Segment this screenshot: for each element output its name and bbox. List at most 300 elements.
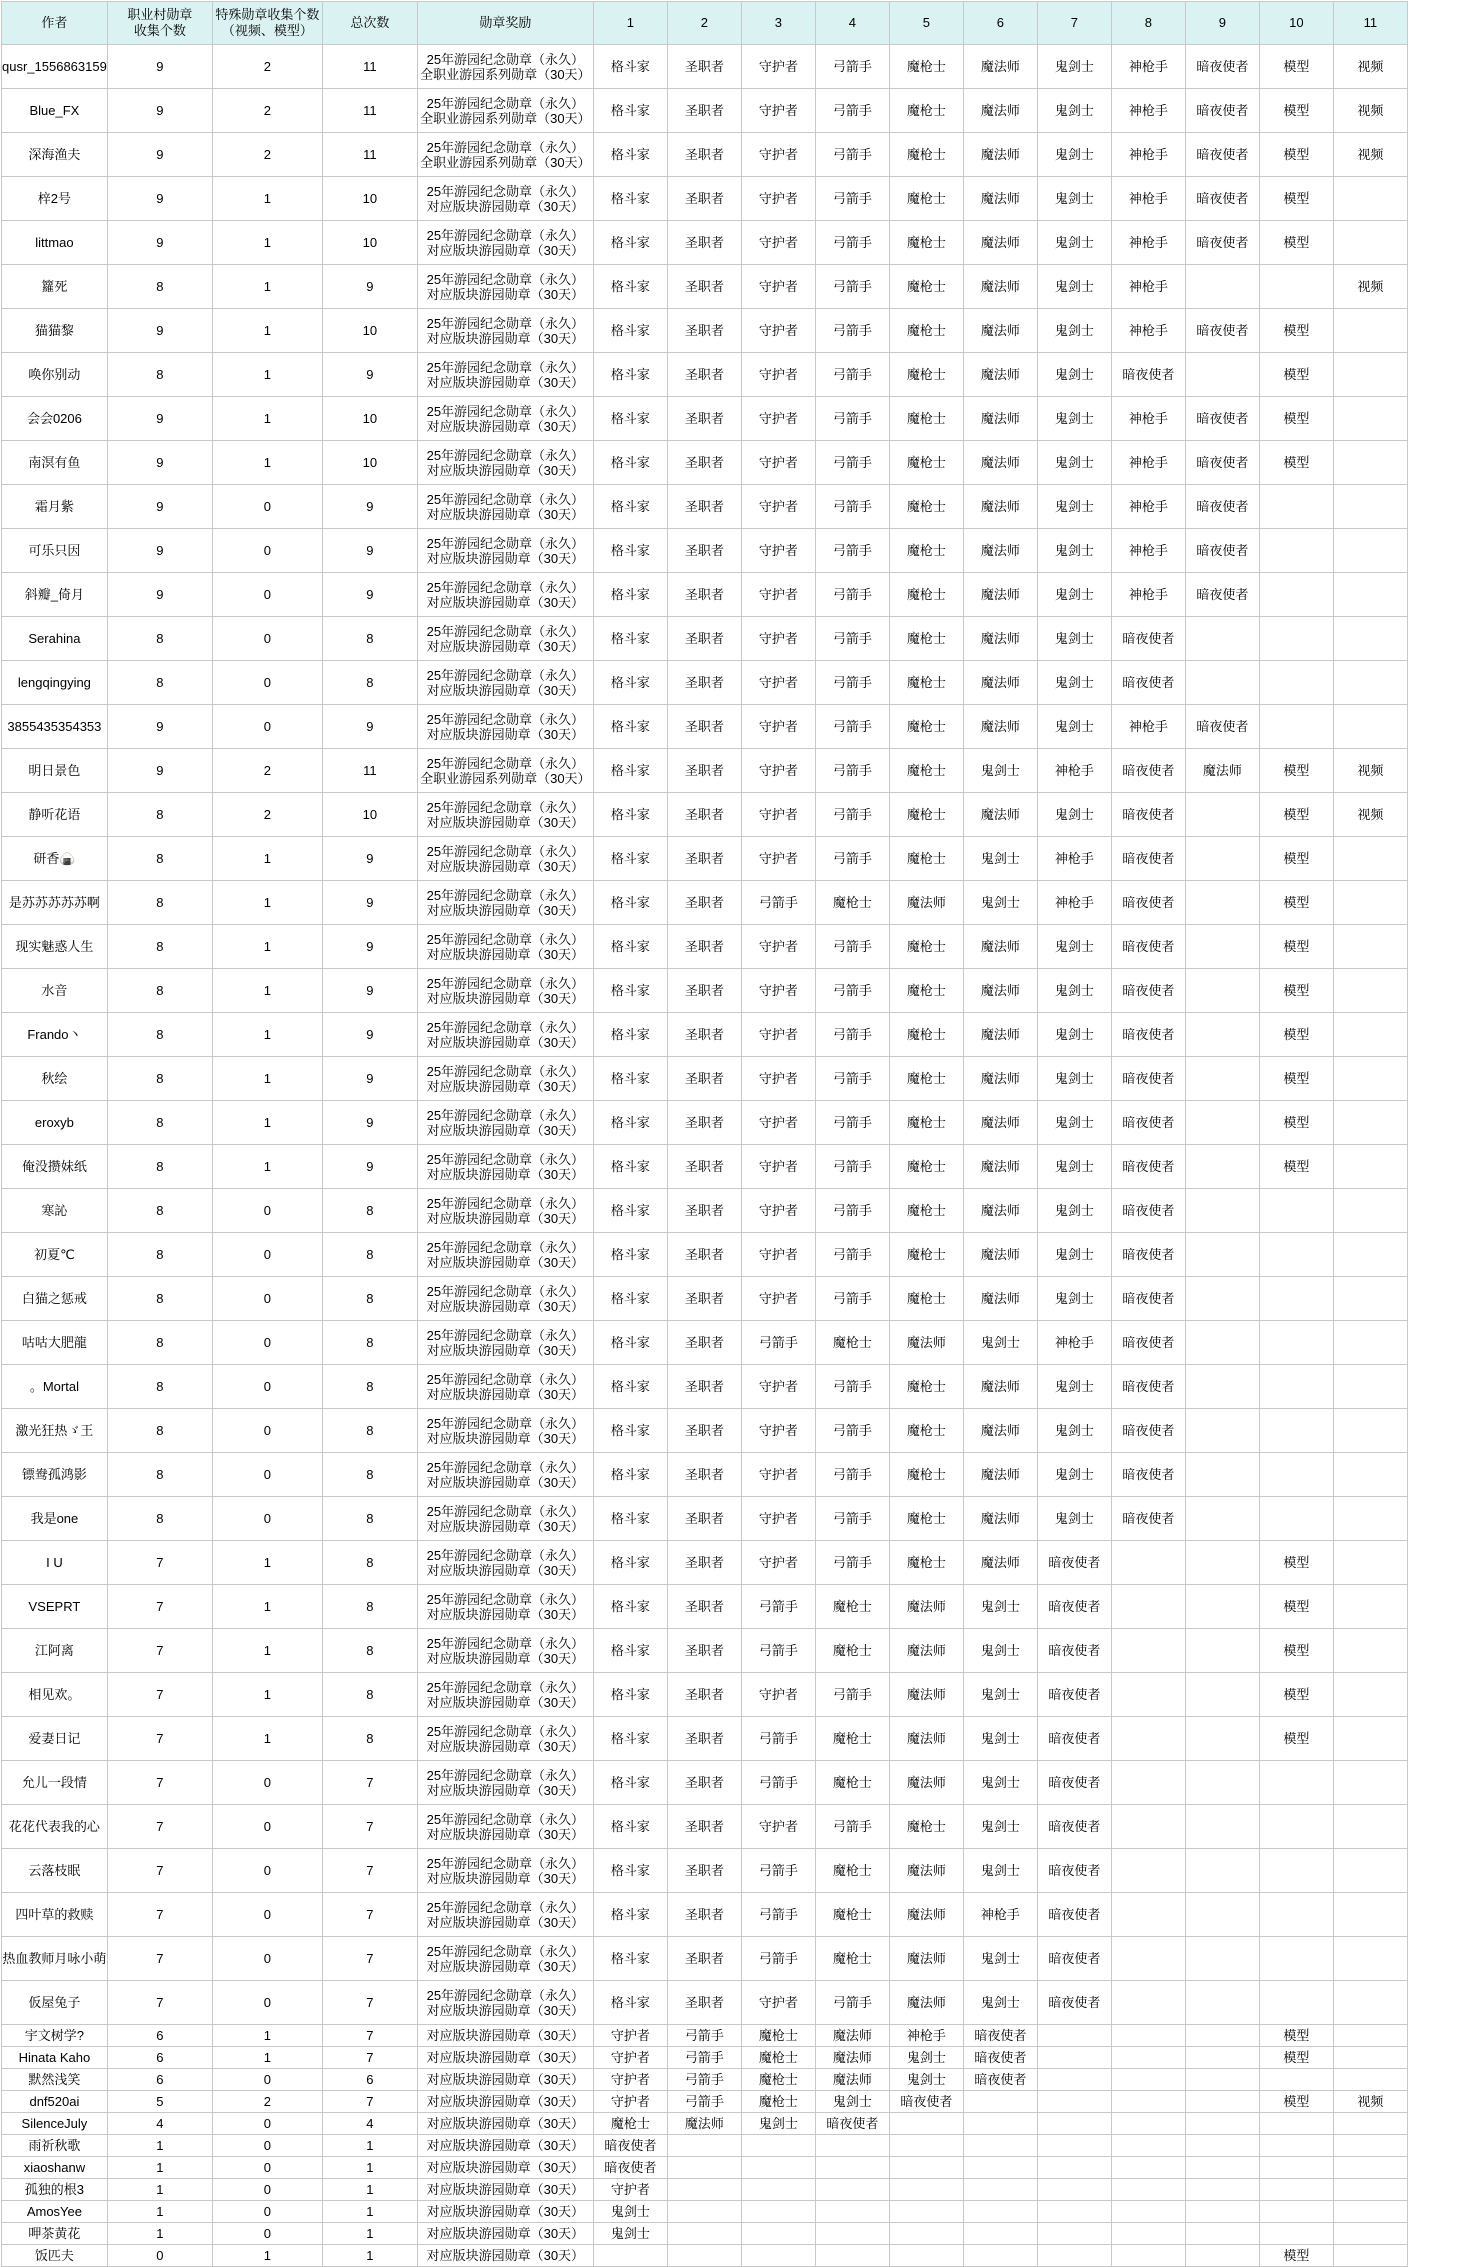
job-medal-count: 8 bbox=[107, 1145, 212, 1189]
medal-cell-2 bbox=[667, 2179, 741, 2201]
author-cell: 呷茶黄花 bbox=[2, 2223, 108, 2245]
medal-cell-2: 圣职者 bbox=[667, 1937, 741, 1981]
award-cell bbox=[417, 1277, 593, 1321]
award-line: 对应版块游园勋章（30天） bbox=[426, 1738, 585, 1754]
medal-cell-10 bbox=[1259, 2201, 1333, 2223]
medal-cell-1: 格斗家 bbox=[593, 1761, 667, 1805]
medal-cell-10: 模型 bbox=[1259, 837, 1333, 881]
job-medal-count: 8 bbox=[107, 793, 212, 837]
author-cell: 寒訫 bbox=[2, 1189, 108, 1233]
table-row bbox=[2, 529, 1408, 573]
medal-cell-6: 魔法师 bbox=[963, 1101, 1037, 1145]
medal-cell-10 bbox=[1259, 705, 1333, 749]
job-medal-count: 9 bbox=[107, 485, 212, 529]
job-medal-count: 7 bbox=[107, 1629, 212, 1673]
medal-cell-5: 魔枪士 bbox=[889, 1805, 963, 1849]
medal-cell-9 bbox=[1185, 1761, 1259, 1805]
medal-cell-11 bbox=[1333, 1717, 1407, 1761]
medal-cell-3: 弓箭手 bbox=[741, 1321, 815, 1365]
medal-cell-4: 弓箭手 bbox=[815, 969, 889, 1013]
award-cell bbox=[417, 1013, 593, 1057]
medal-cell-11 bbox=[1333, 2113, 1407, 2135]
medal-cell-8 bbox=[1111, 1761, 1185, 1805]
medal-cell-11: 视频 bbox=[1333, 2091, 1407, 2113]
job-medal-count: 9 bbox=[107, 529, 212, 573]
award-line: 25年游园纪念勋章（永久） bbox=[426, 1635, 585, 1651]
medal-cell-11 bbox=[1333, 2047, 1407, 2069]
medal-cell-8 bbox=[1111, 2047, 1185, 2069]
medal-cell-7: 鬼剑士 bbox=[1037, 793, 1111, 837]
medal-cell-9 bbox=[1185, 1937, 1259, 1981]
author-cell: VSEPRT bbox=[2, 1585, 108, 1629]
medal-cell-11 bbox=[1333, 1541, 1407, 1585]
award-cell bbox=[417, 1101, 593, 1145]
medal-cell-1: 格斗家 bbox=[593, 309, 667, 353]
special-medal-count: 1 bbox=[212, 2025, 322, 2047]
award-cell bbox=[417, 1145, 593, 1189]
medal-cell-5 bbox=[889, 2113, 963, 2135]
award-line: 对应版块游园勋章（30天） bbox=[426, 1386, 585, 1402]
award-line: 对应版块游园勋章（30天） bbox=[426, 814, 585, 830]
medal-cell-10: 模型 bbox=[1259, 2047, 1333, 2069]
medal-cell-8: 暗夜使者 bbox=[1111, 925, 1185, 969]
medal-cell-9 bbox=[1185, 1277, 1259, 1321]
author-cell: eroxyb bbox=[2, 1101, 108, 1145]
total-count: 7 bbox=[322, 2025, 417, 2047]
medal-cell-3: 守护者 bbox=[741, 1277, 815, 1321]
medal-cell-5: 魔枪士 bbox=[889, 573, 963, 617]
medal-cell-8 bbox=[1111, 1981, 1185, 2025]
medal-cell-7: 鬼剑士 bbox=[1037, 1453, 1111, 1497]
medal-cell-4: 弓箭手 bbox=[815, 837, 889, 881]
medal-cell-3: 守护者 bbox=[741, 133, 815, 177]
medal-cell-3: 守护者 bbox=[741, 1453, 815, 1497]
medal-cell-11 bbox=[1333, 969, 1407, 1013]
medal-cell-6: 魔法师 bbox=[963, 661, 1037, 705]
medal-cell-1: 格斗家 bbox=[593, 1013, 667, 1057]
medal-cell-5: 魔枪士 bbox=[889, 89, 963, 133]
medal-cell-6: 魔法师 bbox=[963, 265, 1037, 309]
job-medal-count: 7 bbox=[107, 1937, 212, 1981]
author-cell: 激光狂热ゞ王 bbox=[2, 1409, 108, 1453]
medal-cell-10: 模型 bbox=[1259, 1541, 1333, 1585]
medal-cell-9 bbox=[1185, 1013, 1259, 1057]
medal-cell-9: 暗夜使者 bbox=[1185, 177, 1259, 221]
table-row bbox=[2, 2157, 1408, 2179]
medal-cell-3: 魔枪士 bbox=[741, 2091, 815, 2113]
special-medal-count: 0 bbox=[212, 1453, 322, 1497]
medal-cell-8 bbox=[1111, 2245, 1185, 2267]
award-cell bbox=[417, 705, 593, 749]
job-medal-count: 6 bbox=[107, 2069, 212, 2091]
medal-cell-10: 模型 bbox=[1259, 441, 1333, 485]
medal-cell-2: 弓箭手 bbox=[667, 2025, 741, 2047]
job-medal-count: 7 bbox=[107, 1761, 212, 1805]
author-cell: 水音 bbox=[2, 969, 108, 1013]
medal-cell-9 bbox=[1185, 1233, 1259, 1277]
medal-cell-5: 神枪手 bbox=[889, 2025, 963, 2047]
medal-cell-2: 圣职者 bbox=[667, 1849, 741, 1893]
medal-cell-5: 魔法师 bbox=[889, 1893, 963, 1937]
medal-cell-5: 魔枪士 bbox=[889, 705, 963, 749]
medal-cell-7 bbox=[1037, 2135, 1111, 2157]
award-line: 25年游园纪念勋章（永久） bbox=[426, 799, 585, 815]
job-medal-count: 6 bbox=[107, 2047, 212, 2069]
medal-cell-1 bbox=[593, 2245, 667, 2267]
award-cell bbox=[417, 1497, 593, 1541]
medal-cell-6: 鬼剑士 bbox=[963, 1673, 1037, 1717]
medal-cell-8: 神枪手 bbox=[1111, 177, 1185, 221]
medal-cell-10 bbox=[1259, 529, 1333, 573]
medal-cell-2: 圣职者 bbox=[667, 45, 741, 89]
medal-cell-6: 魔法师 bbox=[963, 221, 1037, 265]
total-count: 10 bbox=[322, 441, 417, 485]
table-row bbox=[2, 2179, 1408, 2201]
total-count: 1 bbox=[322, 2223, 417, 2245]
medal-cell-9: 暗夜使者 bbox=[1185, 309, 1259, 353]
medal-cell-6: 鬼剑士 bbox=[963, 1629, 1037, 1673]
medal-cell-5: 魔枪士 bbox=[889, 925, 963, 969]
special-medal-count: 1 bbox=[212, 2047, 322, 2069]
total-count: 7 bbox=[322, 2091, 417, 2113]
medal-cell-10 bbox=[1259, 485, 1333, 529]
medal-cell-9 bbox=[1185, 2113, 1259, 2135]
special-medal-count: 1 bbox=[212, 309, 322, 353]
table-row bbox=[2, 441, 1408, 485]
medal-cell-2: 圣职者 bbox=[667, 1497, 741, 1541]
medal-cell-4: 魔法师 bbox=[815, 2047, 889, 2069]
total-count: 10 bbox=[322, 221, 417, 265]
special-medal-count: 0 bbox=[212, 1849, 322, 1893]
medal-cell-4: 弓箭手 bbox=[815, 925, 889, 969]
column-header-7: 3 bbox=[741, 2, 815, 45]
medal-cell-7: 鬼剑士 bbox=[1037, 1145, 1111, 1189]
medal-cell-9 bbox=[1185, 1717, 1259, 1761]
table-row bbox=[2, 1145, 1408, 1189]
medal-cell-8 bbox=[1111, 2113, 1185, 2135]
total-count: 8 bbox=[322, 1365, 417, 1409]
medal-cell-7: 鬼剑士 bbox=[1037, 133, 1111, 177]
medal-cell-2: 圣职者 bbox=[667, 397, 741, 441]
author-cell: AmosYee bbox=[2, 2201, 108, 2223]
award-line: 25年游园纪念勋章（永久） bbox=[426, 403, 585, 419]
medal-cell-7 bbox=[1037, 2179, 1111, 2201]
medal-cell-9 bbox=[1185, 837, 1259, 881]
medal-cell-4: 弓箭手 bbox=[815, 793, 889, 837]
medal-cell-6 bbox=[963, 2201, 1037, 2223]
special-medal-count: 1 bbox=[212, 441, 322, 485]
job-medal-count: 9 bbox=[107, 705, 212, 749]
medal-cell-9 bbox=[1185, 2135, 1259, 2157]
total-count: 8 bbox=[322, 1189, 417, 1233]
medal-cell-6: 神枪手 bbox=[963, 1893, 1037, 1937]
special-medal-count: 0 bbox=[212, 1805, 322, 1849]
medal-cell-11: 视频 bbox=[1333, 45, 1407, 89]
award-line: 对应版块游园勋章（30天） bbox=[426, 2094, 585, 2109]
medal-cell-10 bbox=[1259, 1321, 1333, 1365]
medal-cell-1: 格斗家 bbox=[593, 1057, 667, 1101]
medal-cell-6: 暗夜使者 bbox=[963, 2025, 1037, 2047]
table-row bbox=[2, 661, 1408, 705]
medal-cell-10: 模型 bbox=[1259, 1629, 1333, 1673]
table-row bbox=[2, 969, 1408, 1013]
table-row bbox=[2, 1453, 1408, 1497]
award-cell bbox=[417, 1321, 593, 1365]
special-medal-count: 1 bbox=[212, 1101, 322, 1145]
medal-cell-4: 弓箭手 bbox=[815, 749, 889, 793]
medal-cell-8: 暗夜使者 bbox=[1111, 353, 1185, 397]
author-cell: Frando丶 bbox=[2, 1013, 108, 1057]
medal-cell-6: 魔法师 bbox=[963, 45, 1037, 89]
medal-cell-3: 守护者 bbox=[741, 485, 815, 529]
medal-cell-8: 暗夜使者 bbox=[1111, 617, 1185, 661]
medal-cell-5: 魔枪士 bbox=[889, 1497, 963, 1541]
medal-cell-10 bbox=[1259, 1365, 1333, 1409]
award-cell bbox=[417, 2113, 593, 2135]
medal-cell-9 bbox=[1185, 1321, 1259, 1365]
medal-cell-7: 暗夜使者 bbox=[1037, 1981, 1111, 2025]
special-medal-count: 0 bbox=[212, 1233, 322, 1277]
medal-cell-6: 魔法师 bbox=[963, 1233, 1037, 1277]
medal-cell-1: 格斗家 bbox=[593, 1145, 667, 1189]
medal-cell-6: 暗夜使者 bbox=[963, 2047, 1037, 2069]
medal-cell-2: 圣职者 bbox=[667, 1541, 741, 1585]
medal-cell-1: 格斗家 bbox=[593, 45, 667, 89]
job-medal-count: 8 bbox=[107, 1233, 212, 1277]
medal-cell-5 bbox=[889, 2135, 963, 2157]
job-medal-count: 8 bbox=[107, 1189, 212, 1233]
medal-cell-4: 弓箭手 bbox=[815, 1497, 889, 1541]
author-cell: 饭匹夫 bbox=[2, 2245, 108, 2267]
medal-cell-9 bbox=[1185, 2223, 1259, 2245]
medal-cell-9 bbox=[1185, 1673, 1259, 1717]
medal-cell-4: 魔枪士 bbox=[815, 1629, 889, 1673]
medal-cell-3: 守护者 bbox=[741, 617, 815, 661]
medal-cell-5: 鬼剑士 bbox=[889, 2069, 963, 2091]
medal-cell-5 bbox=[889, 2157, 963, 2179]
medal-cell-2 bbox=[667, 2245, 741, 2267]
medal-cell-4: 弓箭手 bbox=[815, 45, 889, 89]
medal-cell-9 bbox=[1185, 661, 1259, 705]
award-line: 对应版块游园勋章（30天） bbox=[426, 550, 585, 566]
medal-cell-5: 魔法师 bbox=[889, 1629, 963, 1673]
award-cell bbox=[417, 45, 593, 89]
medal-cell-6: 魔法师 bbox=[963, 617, 1037, 661]
job-medal-count: 8 bbox=[107, 1453, 212, 1497]
author-cell: Serahina bbox=[2, 617, 108, 661]
award-line: 25年游园纪念勋章（永久） bbox=[426, 535, 585, 551]
medal-cell-4: 弓箭手 bbox=[815, 133, 889, 177]
special-medal-count: 0 bbox=[212, 2069, 322, 2091]
medal-cell-10: 模型 bbox=[1259, 1013, 1333, 1057]
award-cell bbox=[417, 1057, 593, 1101]
medal-cell-7: 暗夜使者 bbox=[1037, 1805, 1111, 1849]
total-count: 9 bbox=[322, 1013, 417, 1057]
medal-cell-1: 魔枪士 bbox=[593, 2113, 667, 2135]
medal-cell-5: 暗夜使者 bbox=[889, 2091, 963, 2113]
medal-cell-4: 弓箭手 bbox=[815, 265, 889, 309]
medal-cell-1: 格斗家 bbox=[593, 1805, 667, 1849]
medal-cell-2: 圣职者 bbox=[667, 573, 741, 617]
medal-cell-7 bbox=[1037, 2025, 1111, 2047]
medal-cell-4: 弓箭手 bbox=[815, 1805, 889, 1849]
medal-cell-11 bbox=[1333, 1849, 1407, 1893]
special-medal-count: 0 bbox=[212, 1365, 322, 1409]
medal-cell-5: 魔枪士 bbox=[889, 177, 963, 221]
total-count: 10 bbox=[322, 309, 417, 353]
job-medal-count: 8 bbox=[107, 1497, 212, 1541]
medal-cell-1: 守护者 bbox=[593, 2091, 667, 2113]
author-cell: 我是one bbox=[2, 1497, 108, 1541]
medal-cell-9 bbox=[1185, 2245, 1259, 2267]
award-cell bbox=[417, 441, 593, 485]
medal-cell-11 bbox=[1333, 1673, 1407, 1717]
award-line: 对应版块游园勋章（30天） bbox=[426, 1342, 585, 1358]
medal-cell-5: 魔枪士 bbox=[889, 309, 963, 353]
medal-cell-7: 鬼剑士 bbox=[1037, 89, 1111, 133]
award-line: 25年游园纪念勋章（永久） bbox=[426, 271, 585, 287]
special-medal-count: 0 bbox=[212, 1321, 322, 1365]
medal-cell-9: 暗夜使者 bbox=[1185, 485, 1259, 529]
medal-cell-8 bbox=[1111, 1629, 1185, 1673]
medal-cell-8 bbox=[1111, 2135, 1185, 2157]
medal-cell-11 bbox=[1333, 2069, 1407, 2091]
table-row bbox=[2, 1541, 1408, 1585]
medal-cell-9 bbox=[1185, 2179, 1259, 2201]
award-line: 对应版块游园勋章（30天） bbox=[426, 1254, 585, 1270]
medal-cell-11 bbox=[1333, 177, 1407, 221]
medal-cell-1: 格斗家 bbox=[593, 89, 667, 133]
special-medal-count: 0 bbox=[212, 529, 322, 573]
medal-cell-3: 守护者 bbox=[741, 705, 815, 749]
column-header-1: 职业村勋章 收集个数 bbox=[107, 2, 212, 45]
medal-cell-3: 守护者 bbox=[741, 1409, 815, 1453]
award-line: 对应版块游园勋章（30天） bbox=[426, 858, 585, 874]
column-header-13: 9 bbox=[1185, 2, 1259, 45]
award-cell bbox=[417, 177, 593, 221]
table-row bbox=[2, 1805, 1408, 1849]
medal-cell-10 bbox=[1259, 1233, 1333, 1277]
author-cell: 江阿离 bbox=[2, 1629, 108, 1673]
medal-cell-2: 圣职者 bbox=[667, 1189, 741, 1233]
medal-cell-4: 弓箭手 bbox=[815, 1057, 889, 1101]
medal-cell-11 bbox=[1333, 1585, 1407, 1629]
table-header bbox=[2, 2, 1408, 45]
medal-cell-10: 模型 bbox=[1259, 749, 1333, 793]
author-cell: 默然浅笑 bbox=[2, 2069, 108, 2091]
job-medal-count: 8 bbox=[107, 1321, 212, 1365]
award-line: 25年游园纪念勋章（永久） bbox=[426, 1063, 585, 1079]
table-row bbox=[2, 617, 1408, 661]
award-cell bbox=[417, 1761, 593, 1805]
medal-cell-9: 暗夜使者 bbox=[1185, 45, 1259, 89]
award-cell bbox=[417, 837, 593, 881]
author-cell: 3855435354353 bbox=[2, 705, 108, 749]
medal-cell-6: 魔法师 bbox=[963, 1497, 1037, 1541]
medal-cell-11 bbox=[1333, 1409, 1407, 1453]
total-count: 8 bbox=[322, 1409, 417, 1453]
medal-cell-9 bbox=[1185, 617, 1259, 661]
special-medal-count: 1 bbox=[212, 1717, 322, 1761]
medal-cell-3: 守护者 bbox=[741, 265, 815, 309]
medal-cell-7: 鬼剑士 bbox=[1037, 1365, 1111, 1409]
medal-cell-11 bbox=[1333, 1189, 1407, 1233]
medal-cell-6: 鬼剑士 bbox=[963, 1981, 1037, 2025]
medal-cell-7: 鬼剑士 bbox=[1037, 265, 1111, 309]
total-count: 1 bbox=[322, 2201, 417, 2223]
award-line: 对应版块游园勋章（30天） bbox=[426, 2226, 585, 2241]
award-line: 对应版块游园勋章（30天） bbox=[426, 1870, 585, 1886]
medal-cell-8: 暗夜使者 bbox=[1111, 661, 1185, 705]
medal-cell-7: 鬼剑士 bbox=[1037, 485, 1111, 529]
award-line: 对应版块游园勋章（30天） bbox=[426, 1650, 585, 1666]
medal-cell-11 bbox=[1333, 1101, 1407, 1145]
job-medal-count: 7 bbox=[107, 1585, 212, 1629]
medal-cell-7: 鬼剑士 bbox=[1037, 353, 1111, 397]
medal-cell-7: 鬼剑士 bbox=[1037, 529, 1111, 573]
total-count: 11 bbox=[322, 749, 417, 793]
medal-cell-4: 弓箭手 bbox=[815, 353, 889, 397]
medal-cell-4: 弓箭手 bbox=[815, 1277, 889, 1321]
table-row bbox=[2, 221, 1408, 265]
award-cell bbox=[417, 881, 593, 925]
medal-cell-8 bbox=[1111, 1805, 1185, 1849]
award-line: 对应版块游园勋章（30天） bbox=[426, 1606, 585, 1622]
special-medal-count: 0 bbox=[212, 2201, 322, 2223]
medal-cell-1: 格斗家 bbox=[593, 353, 667, 397]
table-row bbox=[2, 1585, 1408, 1629]
total-count: 7 bbox=[322, 2047, 417, 2069]
medal-cell-3: 守护者 bbox=[741, 1233, 815, 1277]
column-header-6: 2 bbox=[667, 2, 741, 45]
medal-cell-10 bbox=[1259, 1937, 1333, 1981]
award-line: 对应版块游园勋章（30天） bbox=[426, 2138, 585, 2153]
medal-cell-10 bbox=[1259, 2135, 1333, 2157]
medal-cell-6: 魔法师 bbox=[963, 1145, 1037, 1189]
special-medal-count: 1 bbox=[212, 353, 322, 397]
table-row bbox=[2, 2201, 1408, 2223]
medal-cell-4: 弓箭手 bbox=[815, 1189, 889, 1233]
medal-cell-9: 魔法师 bbox=[1185, 749, 1259, 793]
medal-cell-1: 格斗家 bbox=[593, 573, 667, 617]
medal-cell-3: 守护者 bbox=[741, 309, 815, 353]
medal-cell-8: 暗夜使者 bbox=[1111, 1057, 1185, 1101]
total-count: 7 bbox=[322, 1893, 417, 1937]
total-count: 9 bbox=[322, 969, 417, 1013]
author-cell: 籮死 bbox=[2, 265, 108, 309]
medal-cell-2: 圣职者 bbox=[667, 1805, 741, 1849]
medal-cell-5: 魔枪士 bbox=[889, 353, 963, 397]
medal-cell-5 bbox=[889, 2201, 963, 2223]
award-line: 25年游园纪念勋章（永久） bbox=[426, 1679, 585, 1695]
total-count: 8 bbox=[322, 1321, 417, 1365]
author-cell: lengqingying bbox=[2, 661, 108, 705]
table-row bbox=[2, 1629, 1408, 1673]
medal-cell-11 bbox=[1333, 1277, 1407, 1321]
medal-cell-9 bbox=[1185, 925, 1259, 969]
award-line: 25年游园纪念勋章（永久） bbox=[426, 623, 585, 639]
medal-cell-7: 暗夜使者 bbox=[1037, 1937, 1111, 1981]
medal-cell-11 bbox=[1333, 1453, 1407, 1497]
special-medal-count: 1 bbox=[212, 969, 322, 1013]
medal-cell-2: 弓箭手 bbox=[667, 2069, 741, 2091]
total-count: 10 bbox=[322, 177, 417, 221]
medal-cell-4: 弓箭手 bbox=[815, 617, 889, 661]
award-cell bbox=[417, 2201, 593, 2223]
award-line: 25年游园纪念勋章（永久） bbox=[426, 1767, 585, 1783]
medal-cell-9 bbox=[1185, 2069, 1259, 2091]
job-medal-count: 7 bbox=[107, 1805, 212, 1849]
